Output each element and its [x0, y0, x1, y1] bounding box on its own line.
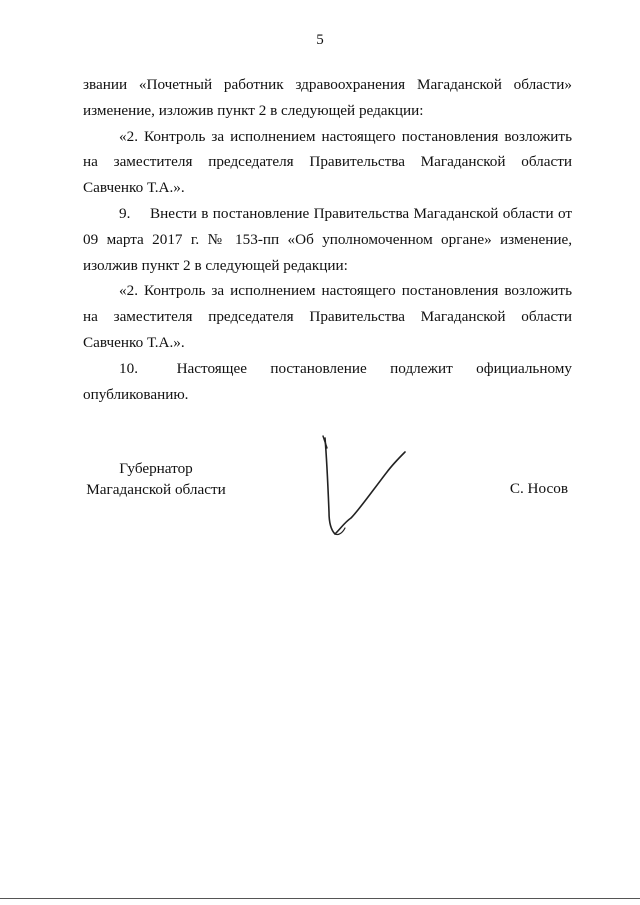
page-bottom-edge: [0, 898, 640, 899]
handwritten-signature-icon: [315, 432, 415, 542]
signatory-name: С. Носов: [509, 480, 568, 497]
signatory-position: [76, 458, 236, 500]
paragraph-item-10: 10. Настоящее постановление подлежит официальному опубликованию.: [83, 359, 572, 403]
document-body: [83, 72, 572, 407]
paragraph-quote-1: «2. Контроль за исполнением настоящего постановления возложить на заместителя председателя Правительства Магаданской области Савченко Т.А.».: [83, 127, 572, 197]
signatory-position-line2: Магаданской области: [86, 481, 226, 498]
signatory-position-line1: Губернатор: [119, 460, 193, 477]
paragraph-quote-2: «2. Контроль за исполнением настоящего постановления возложить на заместителя председателя Правительства Магаданской области Савченко Т.А.».: [83, 282, 572, 351]
page-number: 5: [316, 32, 324, 48]
signature-block: [0, 458, 640, 548]
paragraph-continuation: звании «Почетный работник здравоохранения Магаданской области» изменение, изложив пункт 2 в следующей редакции:: [83, 76, 572, 119]
paragraph-item-9: 9. Внести в постановление Правительства Магаданской области от 09 марта 2017 г. № 153-пп «Об уполномоченном органе» изменение, изолжив пункт 2 в следующей редакции:: [83, 204, 572, 274]
